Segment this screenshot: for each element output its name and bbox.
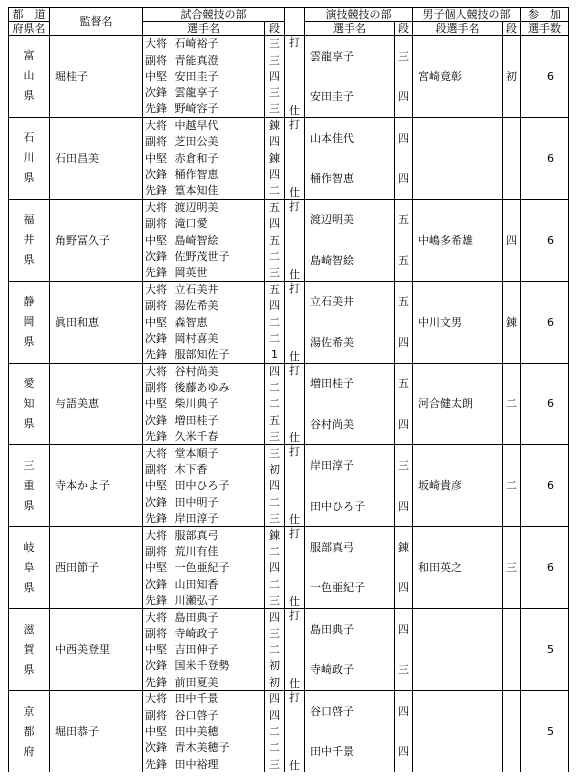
player-dan: 二	[265, 543, 285, 559]
player-dan: 三	[265, 36, 285, 52]
demo-player-name: 安田圭子	[305, 76, 395, 117]
demo-player-dan: 四	[395, 609, 413, 650]
men-player-dan	[503, 117, 521, 199]
entry-table	[8, 7, 569, 772]
manager-name: 堀桂子	[50, 36, 143, 118]
prefecture-name: 滋賀県	[9, 609, 50, 691]
manager-header: 監督名	[50, 8, 143, 36]
player-dan: 三	[265, 101, 285, 117]
player-count: 6	[521, 199, 569, 281]
player-name: 島崎智絵	[174, 233, 219, 247]
player-dan: 二	[265, 641, 285, 657]
demo-player-name: 雲龍享子	[305, 36, 395, 77]
striker-mark: 打	[289, 445, 300, 459]
role-marks	[285, 36, 305, 118]
manager-name: 堀田恭子	[50, 691, 143, 773]
demo-player-name: 田中千景	[305, 731, 395, 772]
demo-player-dan: 四	[395, 322, 413, 363]
player-name: 田中明子	[174, 495, 219, 509]
player-dan: 四	[265, 216, 285, 232]
player-dan: 五	[265, 281, 285, 297]
men-player-dan	[503, 691, 521, 773]
demo-player-name: 山本佳代	[305, 117, 395, 158]
pref-header-top: 都 道	[9, 8, 50, 22]
player-dan: 初	[265, 674, 285, 690]
striker-mark: 打	[289, 199, 300, 213]
player-dan: 四	[265, 363, 285, 379]
player-name: 久米千春	[174, 429, 219, 443]
position-label: 中堅	[143, 396, 175, 412]
player-dan: 四	[265, 478, 285, 494]
position-label: 大将	[143, 199, 175, 215]
player-dan: 四	[265, 707, 285, 723]
receiver-mark: 仕	[289, 103, 300, 117]
player-name: 桶作智恵	[174, 168, 219, 182]
prefecture-name: 愛知県	[9, 363, 50, 445]
player-dan: 四	[265, 560, 285, 576]
role-marks	[285, 117, 305, 199]
position-label: 中堅	[143, 641, 175, 657]
prefecture-name: 三重県	[9, 445, 50, 527]
men-player-dan: 錬	[503, 281, 521, 363]
position-label: 中堅	[143, 150, 175, 166]
player-dan: 初	[265, 658, 285, 674]
position-label: 先鋒	[143, 674, 175, 690]
player-count: 6	[521, 281, 569, 363]
prefecture-name: 富山県	[9, 36, 50, 118]
blank-header	[285, 8, 305, 36]
demo-player-name: 増田桂子	[305, 363, 395, 404]
position-label: 中堅	[143, 232, 175, 248]
demo-player-name: 立石美井	[305, 281, 395, 322]
player-dan: 三	[265, 265, 285, 281]
prefecture-name: 石川県	[9, 117, 50, 199]
men-dan-header: 段	[503, 22, 521, 36]
demo-player-dan: 五	[395, 199, 413, 240]
men-player-name: 坂崎貴彦	[413, 445, 503, 527]
demo-dan-header: 段	[395, 22, 413, 36]
player-name: 谷口啓子	[174, 708, 219, 722]
player-name: 青木美穂子	[174, 741, 230, 755]
position-label: 大将	[143, 691, 175, 707]
player-dan: 四	[265, 691, 285, 707]
position-label: 先鋒	[143, 429, 175, 445]
demo-player-name: 島田典子	[305, 609, 395, 650]
men-player-name: 中川文男	[413, 281, 503, 363]
player-count: 6	[521, 527, 569, 609]
player-name: 川瀬弘子	[174, 593, 219, 607]
player-name: 荒川有佳	[174, 544, 219, 558]
table-row	[9, 117, 569, 125]
position-label: 大将	[143, 281, 175, 297]
position-label: 副将	[143, 707, 175, 723]
player-count: 6	[521, 36, 569, 118]
player-name: 服部真弓	[175, 527, 265, 543]
demo-player-dan: 三	[395, 445, 413, 486]
position-label: 副将	[143, 52, 175, 68]
prefecture-name: 京都府	[9, 691, 50, 773]
table-row	[9, 445, 569, 453]
player-name: 森智恵	[174, 315, 208, 329]
player-name: 中越早代	[175, 117, 265, 133]
position-label: 次鋒	[143, 494, 175, 510]
position-label: 副将	[143, 625, 175, 641]
position-label: 次鋒	[143, 658, 175, 674]
men-player-dan: 初	[503, 36, 521, 118]
position-label: 先鋒	[143, 347, 175, 363]
men-player-header: 段選手名	[413, 22, 503, 36]
striker-mark: 打	[289, 281, 300, 295]
player-dan: 四	[265, 167, 285, 183]
position-label: 先鋒	[143, 592, 175, 608]
demo-player-dan: 三	[395, 36, 413, 77]
manager-name: 西田節子	[50, 527, 143, 609]
player-name: 前田夏美	[174, 675, 219, 689]
striker-mark: 打	[289, 609, 300, 623]
demo-player-name: 渡辺明美	[305, 199, 395, 240]
player-name: 田中ひろ子	[174, 479, 230, 493]
player-dan: 四	[265, 298, 285, 314]
table-header	[9, 8, 569, 36]
position-label: 大将	[143, 117, 175, 133]
player-count: 5	[521, 691, 569, 773]
men-player-name	[413, 691, 503, 773]
table-row	[9, 691, 569, 699]
position-label: 副将	[143, 216, 175, 232]
position-label: 副将	[143, 379, 175, 395]
demo-player-name: 谷口啓子	[305, 691, 395, 732]
player-name: 芝田公美	[174, 135, 219, 149]
player-dan: 三	[265, 756, 285, 772]
demo-player-name: 田中ひろ子	[305, 486, 395, 527]
player-dan: 錬	[265, 150, 285, 166]
position-label: 次鋒	[143, 330, 175, 346]
player-count: 6	[521, 445, 569, 527]
position-label: 次鋒	[143, 740, 175, 756]
demo-player-dan: 四	[395, 731, 413, 772]
player-count: 6	[521, 117, 569, 199]
men-player-dan: 二	[503, 445, 521, 527]
position-label: 先鋒	[143, 510, 175, 526]
player-count: 6	[521, 363, 569, 445]
table-row	[9, 199, 569, 207]
player-dan: 1	[265, 347, 285, 363]
position-label: 副将	[143, 134, 175, 150]
player-name: 立石美井	[175, 281, 265, 297]
demo-player-name: 岸田淳子	[305, 445, 395, 486]
position-label: 先鋒	[143, 756, 175, 772]
position-label: 副将	[143, 298, 175, 314]
demo-player-dan: 五	[395, 281, 413, 322]
striker-mark: 打	[289, 36, 300, 49]
player-name: 岡英世	[174, 266, 208, 280]
demo-player-name: 一色亜紀子	[305, 568, 395, 609]
player-name: 服部知佐子	[174, 348, 230, 362]
player-name: 滝口愛	[174, 217, 208, 231]
striker-mark: 打	[289, 363, 300, 377]
demo-player-dan: 錬	[395, 527, 413, 568]
demo-player-name: 島崎智絵	[305, 240, 395, 281]
position-label: 中堅	[143, 314, 175, 330]
player-name: 増田桂子	[174, 413, 219, 427]
position-label: 大将	[143, 363, 175, 379]
striker-mark: 打	[289, 117, 300, 131]
demo-player-dan: 四	[395, 117, 413, 158]
player-name: 後藤あゆみ	[174, 381, 230, 395]
table-row	[9, 281, 569, 289]
player-count: 5	[521, 609, 569, 691]
player-dan: 三	[265, 445, 285, 461]
player-name: 谷村尚美	[175, 363, 265, 379]
manager-name: 中西美登里	[50, 609, 143, 691]
player-name: 山田知香	[174, 577, 219, 591]
demo-player-dan: 四	[395, 158, 413, 199]
demo-player-name: 湯佐希美	[305, 322, 395, 363]
demo-player-dan: 四	[395, 486, 413, 527]
player-name: 野崎容子	[174, 102, 219, 116]
receiver-mark: 仕	[289, 759, 300, 773]
player-dan: 三	[265, 52, 285, 68]
manager-name: 角野冨久子	[50, 199, 143, 281]
player-dan: 四	[265, 134, 285, 150]
position-label: 先鋒	[143, 183, 175, 199]
player-dan: 二	[265, 248, 285, 264]
role-marks	[285, 363, 305, 445]
player-name: 安田圭子	[174, 69, 219, 83]
player-name: 寺崎政子	[174, 626, 219, 640]
player-dan: 五	[265, 412, 285, 428]
player-name: 田中裕理	[174, 757, 219, 771]
count-header-top: 参 加	[521, 8, 569, 22]
receiver-mark: 仕	[289, 677, 300, 690]
receiver-mark: 仕	[289, 349, 300, 363]
manager-name: 眞田和恵	[50, 281, 143, 363]
men-player-name: 宮崎竟彰	[413, 36, 503, 118]
player-name: 木下香	[174, 462, 208, 476]
player-name: 田中美穂	[174, 724, 219, 738]
player-dan: 二	[265, 183, 285, 199]
men-player-name	[413, 609, 503, 691]
table-row	[9, 363, 569, 371]
demo-player-dan: 五	[395, 363, 413, 404]
player-dan: 初	[265, 461, 285, 477]
player-dan: 二	[265, 576, 285, 592]
player-name: 赤倉和子	[174, 151, 219, 165]
demo-player-dan: 四	[395, 691, 413, 732]
position-label: 次鋒	[143, 167, 175, 183]
position-label: 次鋒	[143, 576, 175, 592]
player-dan: 二	[265, 379, 285, 395]
men-player-dan: 四	[503, 199, 521, 281]
manager-name: 寺本かよ子	[50, 445, 143, 527]
player-name: 渡辺明美	[175, 199, 265, 215]
player-dan: 二	[265, 330, 285, 346]
team-player-header: 選手名	[143, 22, 265, 36]
role-marks	[285, 281, 305, 363]
player-dan: 二	[265, 396, 285, 412]
position-label: 中堅	[143, 68, 175, 84]
player-name: 吉田伸子	[174, 643, 219, 657]
table-row	[9, 527, 569, 535]
position-label: 次鋒	[143, 248, 175, 264]
position-label: 次鋒	[143, 85, 175, 101]
men-player-dan	[503, 609, 521, 691]
receiver-mark: 仕	[289, 267, 300, 281]
men-player-name	[413, 117, 503, 199]
position-label: 中堅	[143, 478, 175, 494]
men-player-dan: 三	[503, 527, 521, 609]
demo-player-dan: 五	[395, 240, 413, 281]
men-player-name: 河合健太朗	[413, 363, 503, 445]
receiver-mark: 仕	[289, 513, 300, 527]
position-label: 大将	[143, 609, 175, 625]
men-player-name: 中嶋多希雄	[413, 199, 503, 281]
player-dan: 錬	[265, 117, 285, 133]
position-label: 副将	[143, 543, 175, 559]
demo-player-dan: 四	[395, 568, 413, 609]
demo-player-header: 選手名	[305, 22, 395, 36]
prefecture-name: 福井県	[9, 199, 50, 281]
position-label: 中堅	[143, 723, 175, 739]
player-dan: 三	[265, 429, 285, 445]
player-name: 青能真澄	[174, 53, 219, 67]
position-label: 先鋒	[143, 101, 175, 117]
player-dan: 三	[265, 592, 285, 608]
team-event-header: 試合競技の部	[143, 8, 285, 22]
receiver-mark: 仕	[289, 185, 300, 199]
demo-player-dan: 四	[395, 404, 413, 445]
entry-table-container	[8, 7, 569, 772]
table-row	[9, 609, 569, 617]
prefecture-name: 静岡県	[9, 281, 50, 363]
table-row	[9, 36, 569, 44]
demo-player-name: 谷村尚美	[305, 404, 395, 445]
role-marks	[285, 527, 305, 609]
role-marks	[285, 445, 305, 527]
receiver-mark: 仕	[289, 431, 300, 445]
player-name: 佐野茂世子	[174, 250, 230, 264]
player-name: 島田典子	[175, 609, 265, 625]
striker-mark: 打	[289, 691, 300, 704]
role-marks	[285, 199, 305, 281]
player-name: 岸田淳子	[174, 511, 219, 525]
demo-player-dan: 四	[395, 76, 413, 117]
player-dan: 四	[265, 609, 285, 625]
pref-header-bottom: 府県名	[9, 22, 50, 36]
player-name: 湯佐希美	[174, 299, 219, 313]
demo-player-name: 寺崎政子	[305, 650, 395, 691]
manager-name: 与語美恵	[50, 363, 143, 445]
player-dan: 三	[265, 625, 285, 641]
position-label: 先鋒	[143, 265, 175, 281]
team-dan-header: 段	[265, 22, 285, 36]
player-name: 雲龍享子	[174, 86, 219, 100]
role-marks	[285, 691, 305, 773]
position-label: 大将	[143, 445, 175, 461]
player-dan: 五	[265, 232, 285, 248]
player-dan: 三	[265, 85, 285, 101]
player-dan: 二	[265, 314, 285, 330]
men-event-header: 男子個人競技の部	[413, 8, 521, 22]
demo-player-name: 服部真弓	[305, 527, 395, 568]
demo-event-header: 演技競技の部	[305, 8, 413, 22]
position-label: 次鋒	[143, 412, 175, 428]
count-header-bottom: 選手数	[521, 22, 569, 36]
player-name: 篁本知佳	[174, 184, 219, 198]
player-name: 一色亜紀子	[174, 561, 230, 575]
demo-player-dan: 三	[395, 650, 413, 691]
player-dan: 二	[265, 723, 285, 739]
role-marks	[285, 609, 305, 691]
player-dan: 二	[265, 494, 285, 510]
player-dan: 二	[265, 740, 285, 756]
position-label: 中堅	[143, 560, 175, 576]
player-name: 田中千景	[175, 691, 265, 707]
player-name: 岡村喜美	[174, 331, 219, 345]
player-dan: 錬	[265, 527, 285, 543]
player-name: 柴川典子	[174, 397, 219, 411]
position-label: 大将	[143, 36, 175, 52]
player-name: 堂本順子	[175, 445, 265, 461]
men-player-name: 和田英之	[413, 527, 503, 609]
player-dan: 三	[265, 510, 285, 526]
men-player-dan: 二	[503, 363, 521, 445]
position-label: 大将	[143, 527, 175, 543]
striker-mark: 打	[289, 527, 300, 541]
player-dan: 五	[265, 199, 285, 215]
player-dan: 四	[265, 68, 285, 84]
manager-name: 石田昌美	[50, 117, 143, 199]
prefecture-name: 岐阜県	[9, 527, 50, 609]
demo-player-name: 桶作智恵	[305, 158, 395, 199]
position-label: 副将	[143, 461, 175, 477]
player-name: 石崎裕子	[175, 36, 265, 52]
player-name: 国米千登勢	[174, 659, 230, 673]
receiver-mark: 仕	[289, 595, 300, 609]
table-body	[9, 36, 569, 773]
